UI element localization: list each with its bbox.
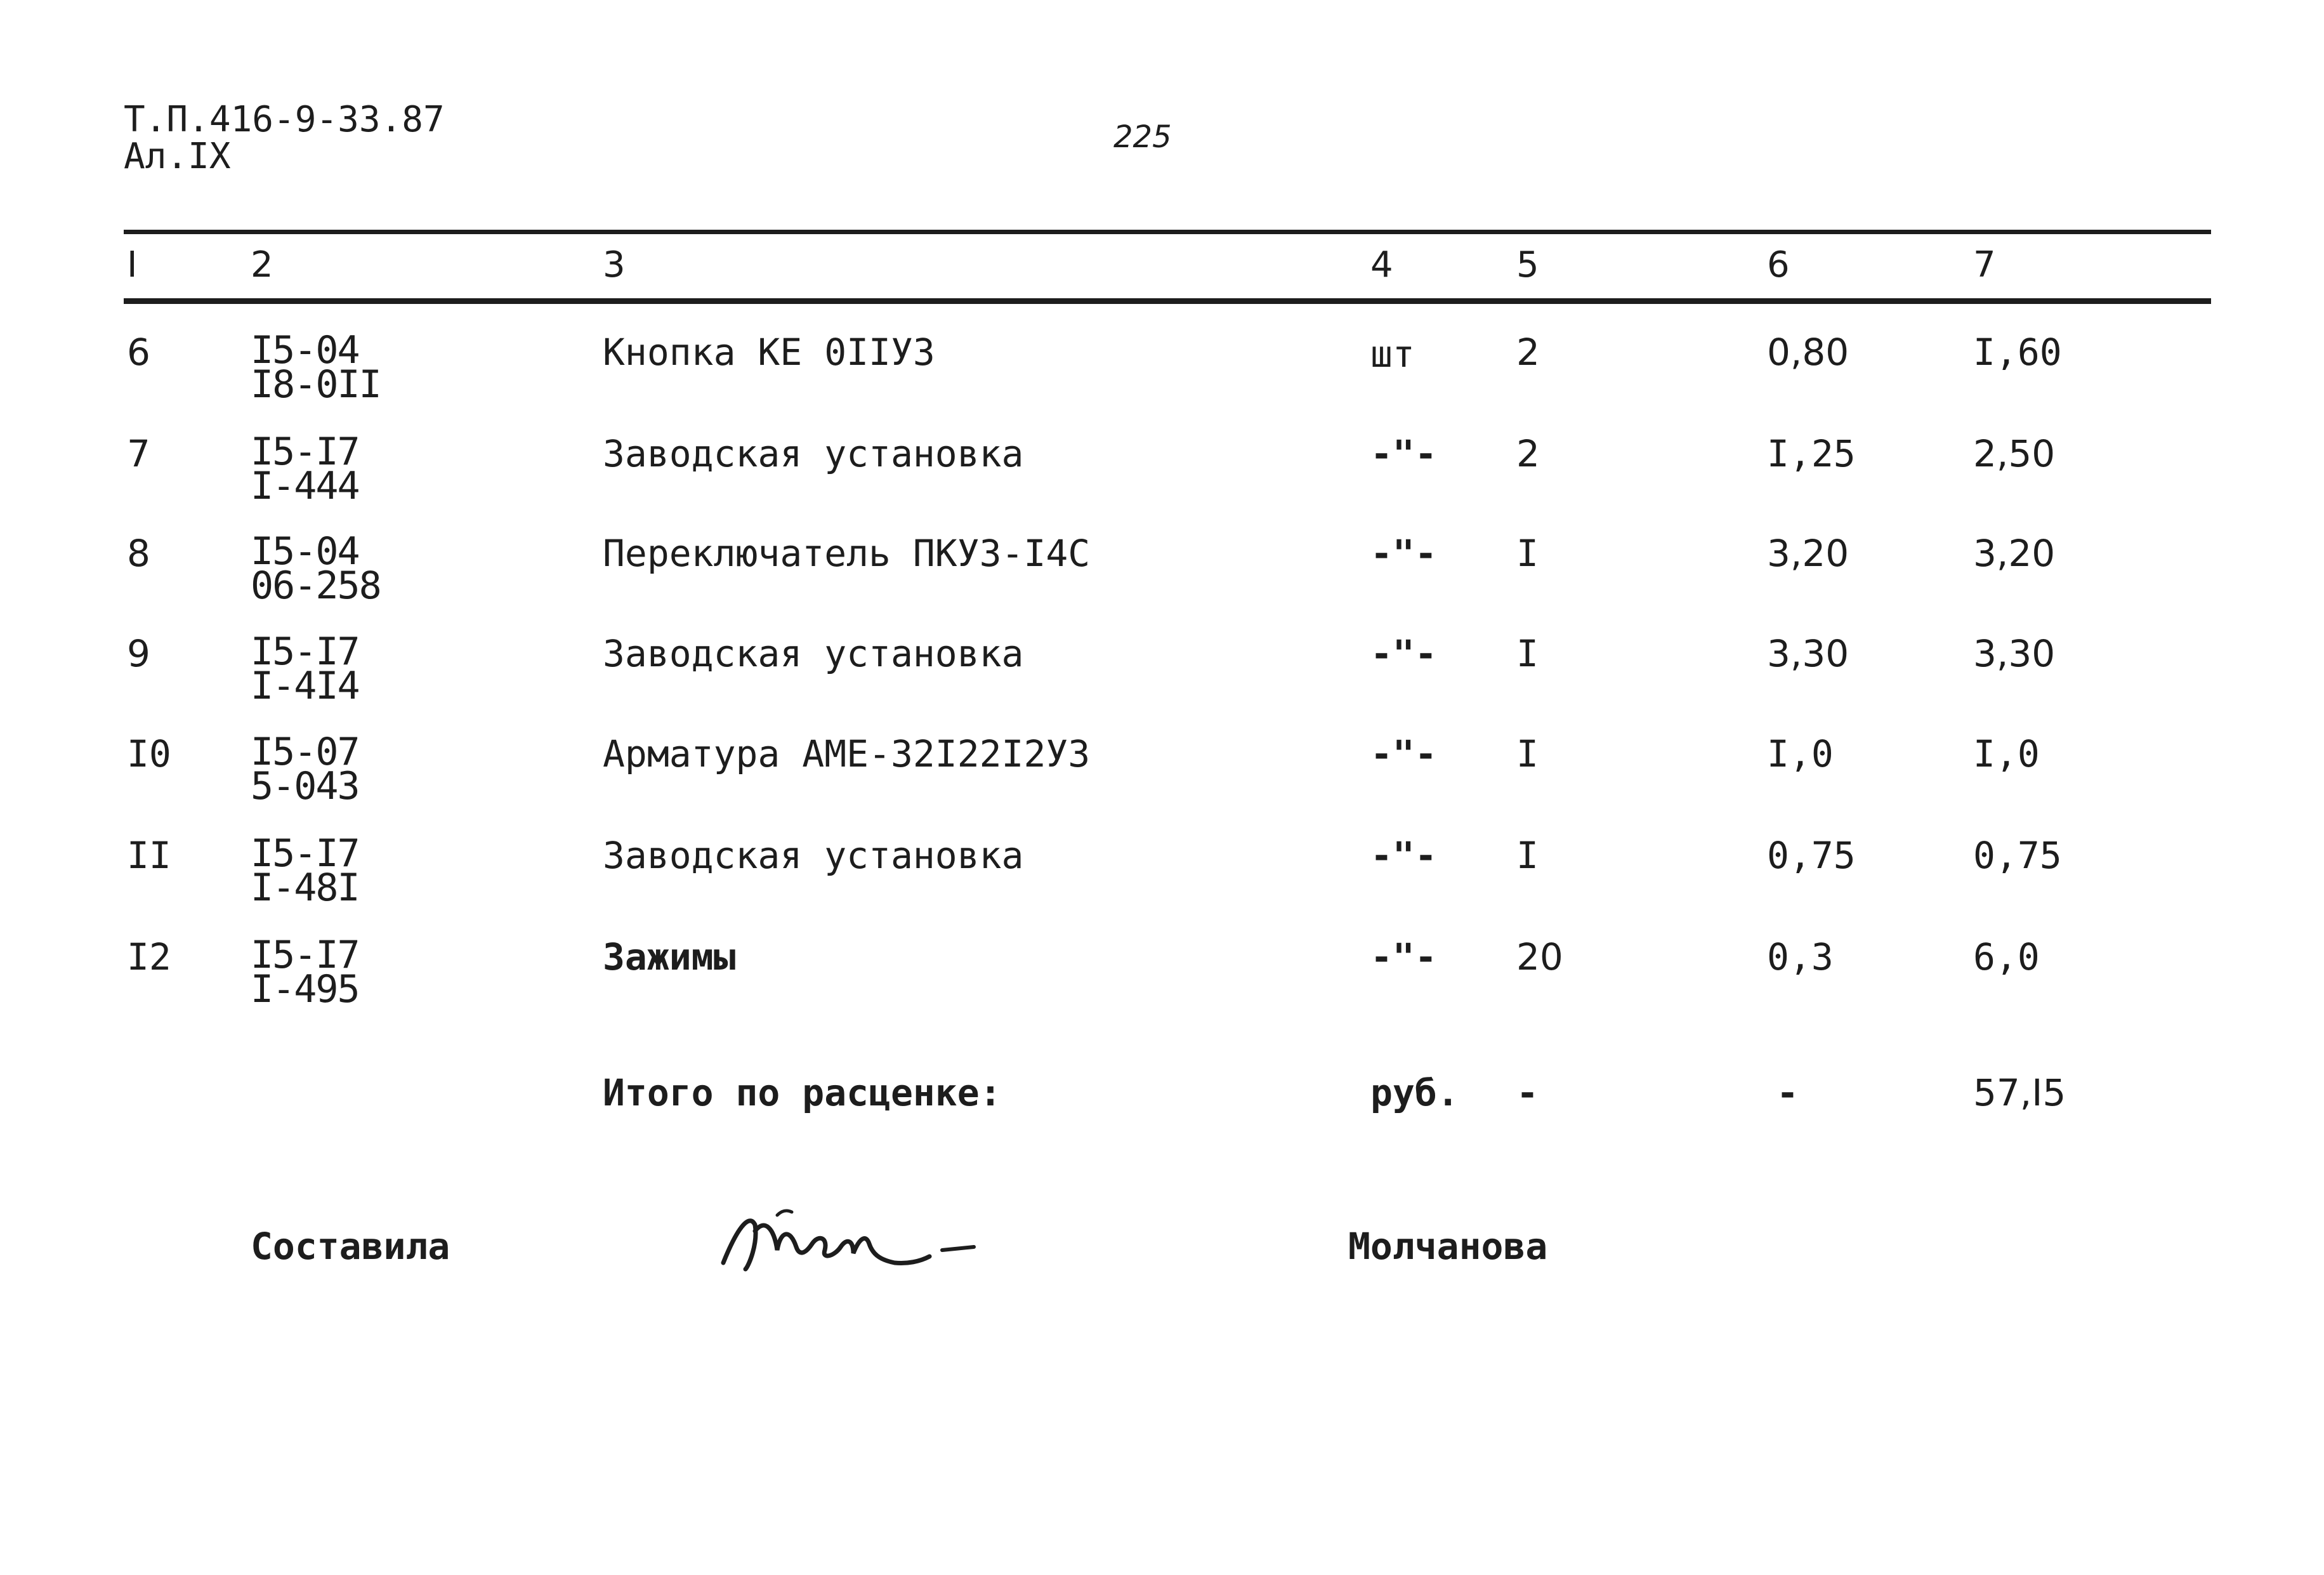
column-header-1: I <box>127 244 138 286</box>
table-header-rule <box>124 298 2211 304</box>
rate-code: I5-I7 I-444 <box>251 430 359 508</box>
row-total: 6,0 <box>1973 935 2040 979</box>
item-name: Заводская установка <box>603 432 1024 475</box>
unit: -"- <box>1370 432 1437 475</box>
unit: -"- <box>1370 834 1437 877</box>
column-header-6: 6 <box>1767 244 1790 286</box>
unit: -"- <box>1370 632 1437 675</box>
row-number: 8 <box>127 532 150 575</box>
item-name: Зажимы <box>603 935 736 979</box>
item-name: Переключатель ПКУ3-I4С <box>603 532 1091 575</box>
row-total: I,60 <box>1973 331 2062 374</box>
item-name: Заводская установка <box>603 632 1024 675</box>
row-number: 6 <box>127 331 150 374</box>
rate-code: I5-07 5-043 <box>251 730 359 808</box>
compiled-by-label: Составила <box>251 1225 450 1268</box>
unit-price: 3,20 <box>1767 532 1849 575</box>
row-number: 9 <box>127 632 150 675</box>
signature <box>711 1193 977 1288</box>
column-header-2: 2 <box>251 244 273 286</box>
row-number: I0 <box>127 732 171 775</box>
unit-price: 0,80 <box>1767 331 1849 374</box>
column-header-7: 7 <box>1973 244 1996 286</box>
compiler-name: Молчанова <box>1348 1225 1548 1268</box>
item-name: Кнопка КЕ 0IIУ3 <box>603 331 935 374</box>
row-total: I,0 <box>1973 732 2040 775</box>
quantity: I <box>1516 834 1539 877</box>
unit: шт <box>1370 333 1415 376</box>
page-number: 225 <box>1113 119 1172 155</box>
total-unit: руб. <box>1370 1071 1459 1114</box>
item-name: Арматура АМЕ-32I22I2У3 <box>603 732 1091 775</box>
row-total: 3,30 <box>1973 632 2056 675</box>
quantity: 2 <box>1516 331 1540 374</box>
quantity: I <box>1516 632 1539 675</box>
row-total: 2,50 <box>1973 432 2056 475</box>
unit-price: 0,75 <box>1767 834 1856 877</box>
document-reference <box>124 99 445 177</box>
grand-total: 57,I5 <box>1973 1071 2066 1114</box>
row-number: II <box>127 834 171 877</box>
row-total: 0,75 <box>1973 834 2062 877</box>
unit: -"- <box>1370 935 1437 979</box>
unit-price: I,25 <box>1767 432 1856 475</box>
total-price: - <box>1776 1071 1799 1114</box>
row-number: I2 <box>127 935 171 979</box>
quantity: I <box>1516 532 1539 575</box>
album-number: Ал.IX <box>124 136 231 177</box>
column-header-4: 4 <box>1370 244 1393 286</box>
unit: -"- <box>1370 732 1437 775</box>
quantity: 2 <box>1516 432 1540 475</box>
unit-price: I,0 <box>1767 732 1834 775</box>
row-number: 7 <box>127 432 150 475</box>
total-label: Итого по расценке: <box>603 1071 1002 1114</box>
item-name: Заводская установка <box>603 834 1024 877</box>
column-header-5: 5 <box>1516 244 1539 286</box>
unit-price: 3,30 <box>1767 632 1849 675</box>
rate-code: I5-I7 I-4I4 <box>251 629 359 708</box>
unit-price: 0,3 <box>1767 935 1834 979</box>
row-total: 3,20 <box>1973 532 2056 575</box>
quantity: 20 <box>1516 935 1563 979</box>
rate-code: I5-I7 I-495 <box>251 933 359 1012</box>
unit: -"- <box>1370 532 1437 575</box>
quantity: I <box>1516 732 1539 775</box>
rate-code: I5-I7 I-48I <box>251 831 359 910</box>
table-top-rule <box>124 230 2211 234</box>
doc-code: Т.П.416-9-33.87 <box>124 99 445 140</box>
total-quantity: - <box>1516 1071 1539 1114</box>
rate-code: I5-04 06-258 <box>251 529 381 608</box>
rate-code: I5-04 I8-0II <box>251 328 381 407</box>
column-header-3: 3 <box>603 244 626 286</box>
